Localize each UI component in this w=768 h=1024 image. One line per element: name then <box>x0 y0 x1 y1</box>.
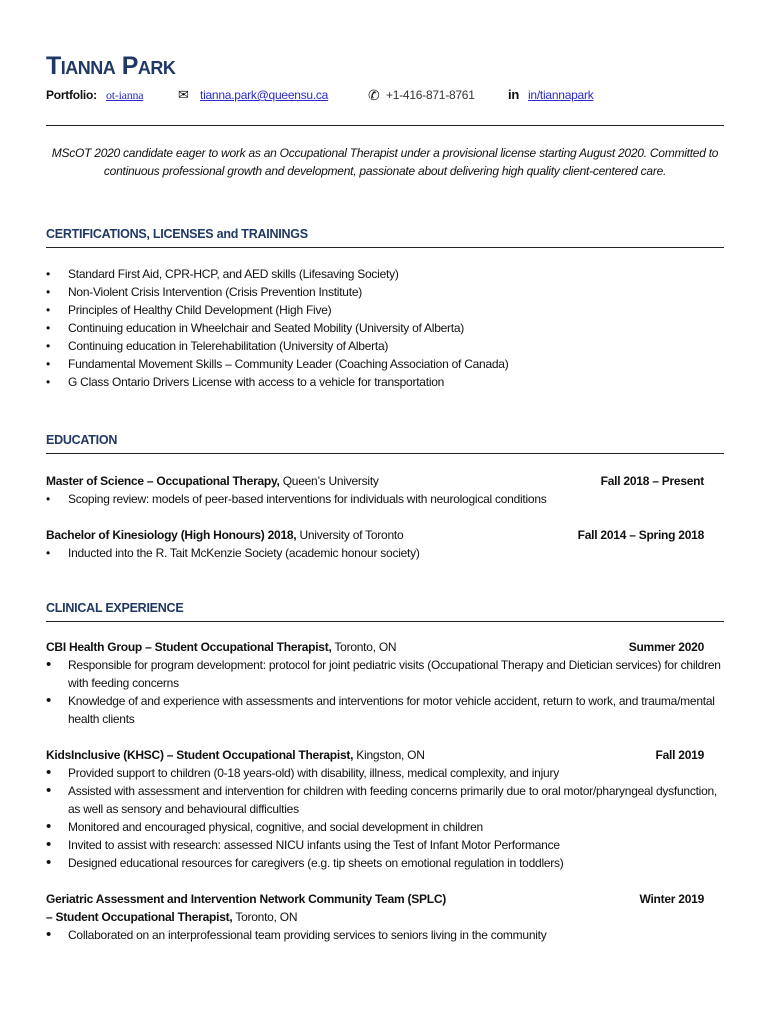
bullet-item <box>46 490 724 508</box>
bullet-icon: • <box>46 692 52 709</box>
bullet-icon: • <box>46 764 52 781</box>
summary: MScOT 2020 candidate eager to work as an Occupational Therapist under a provisional license starting August 2020. Committed to continuous professional growth and development, passionate about delivering high quality client-centered care. <box>51 146 719 178</box>
item-text: Standard First Aid, CPR-HCP, and AED skills (Lifesaving Society) <box>68 267 399 281</box>
bullet-text: Monitored and encouraged physical, cognitive, and social development in children <box>68 820 483 834</box>
bullet-text: Provided support to children (0-18 years-old) with disability, illness, medical complexity, and injury <box>68 766 559 780</box>
clinical-section <box>46 599 724 944</box>
bullet-icon: • <box>46 656 52 673</box>
entry-header <box>46 638 724 656</box>
entry-subheader <box>46 908 724 926</box>
experience-entry <box>46 746 724 872</box>
bullet-item <box>46 818 724 836</box>
bullet-text: Inducted into the R. Tait McKenzie Society (academic honour society) <box>68 546 420 560</box>
bullet-item <box>46 544 724 562</box>
section-divider <box>46 453 724 454</box>
bullet-item <box>46 782 724 818</box>
entry-bullets <box>46 544 724 562</box>
entry-bullets <box>46 764 724 872</box>
certification-item <box>46 355 724 373</box>
bullet-text: Responsible for program development: protocol for joint pediatric visits (Occupational Therapy and Dietician services) for children with feeding concerns <box>68 658 721 690</box>
bullet-icon: • <box>46 375 50 389</box>
bullet-item <box>46 764 724 782</box>
entry-title: Master of Science – Occupational Therapy, <box>46 474 280 488</box>
linkedin-link[interactable]: in/tiannapark <box>528 88 594 102</box>
bullet-icon: • <box>46 926 52 943</box>
section-heading: CERTIFICATIONS, LICENSES and TRAININGS <box>46 227 308 241</box>
entry-title: Bachelor of Kinesiology (High Honours) 2018, <box>46 528 297 542</box>
bullet-text: Collaborated on an interprofessional team providing services to seniors living in the community <box>68 928 547 942</box>
bullet-text: Invited to assist with research: assessed NICU infants using the Test of Infant Motor Performance <box>68 838 560 852</box>
bullet-item <box>46 692 724 728</box>
experience-entry <box>46 472 724 508</box>
certification-item <box>46 319 724 337</box>
bullet-item <box>46 656 724 692</box>
entry-header <box>46 890 724 908</box>
bullet-icon: • <box>46 357 50 371</box>
item-text: Continuing education in Wheelchair and Seated Mobility (University of Alberta) <box>68 321 465 335</box>
entry-location: Toronto, ON <box>331 640 397 654</box>
certification-item <box>46 301 724 319</box>
bullet-icon: • <box>46 303 50 317</box>
section-heading: EDUCATION <box>46 433 118 447</box>
linkedin-icon: in <box>508 87 520 102</box>
entry-date: Fall 2018 – Present <box>600 474 704 488</box>
entry-bullets <box>46 926 724 944</box>
email-link[interactable]: tianna.park@queensu.ca <box>200 88 329 102</box>
item-text: Fundamental Movement Skills – Community Leader (Coaching Association of Canada) <box>68 357 509 371</box>
section-heading: CLINICAL EXPERIENCE <box>46 601 184 615</box>
certification-item <box>46 337 724 355</box>
section-divider <box>46 247 724 248</box>
item-text: Continuing education in Telerehabilitation (University of Alberta) <box>68 339 389 353</box>
bullet-icon: • <box>46 321 50 335</box>
bullet-text: Knowledge of and experience with assessments and interventions for motor vehicle accident, return to work, and trauma/mental health clients <box>68 694 715 726</box>
section-divider <box>46 621 724 622</box>
bullet-icon: • <box>46 854 52 871</box>
bullet-text: Scoping review: models of peer-based interventions for individuals with neurological conditions <box>68 492 547 506</box>
bullet-item <box>46 836 724 854</box>
bullet-icon: • <box>46 492 50 506</box>
envelope-icon: ✉ <box>178 87 189 102</box>
experience-entry <box>46 638 724 728</box>
entry-bullets <box>46 656 724 728</box>
item-text: Principles of Healthy Child Development (High Five) <box>68 303 332 317</box>
bullet-item <box>46 854 724 872</box>
entry-title: CBI Health Group – Student Occupational Therapist, <box>46 640 332 654</box>
bullet-icon: • <box>46 339 50 353</box>
entry-location: Queen’s University <box>279 474 379 488</box>
certifications-section <box>46 225 724 391</box>
item-text: G Class Ontario Drivers License with access to a vehicle for transportation <box>68 375 445 389</box>
phone-icon: ✆ <box>368 87 380 103</box>
bullet-icon: • <box>46 818 52 835</box>
candidate-name: Tianna Park <box>46 52 176 80</box>
entry-location: Kingston, ON <box>353 748 425 762</box>
bullet-icon: • <box>46 285 50 299</box>
education-section <box>46 431 724 562</box>
item-text: Non-Violent Crisis Intervention (Crisis Prevention Institute) <box>68 285 362 299</box>
entry-date: Summer 2020 <box>628 640 704 654</box>
entry-date: Winter 2019 <box>639 892 704 906</box>
entry-bullets <box>46 490 724 508</box>
bullet-text: Designed educational resources for caregivers (e.g. tip sheets on emotional regulation in toddlers) <box>68 856 564 870</box>
entry-title: Geriatric Assessment and Intervention Network Community Team (SPLC) <box>46 892 447 906</box>
bullet-icon: • <box>46 546 50 560</box>
certification-item <box>46 283 724 301</box>
bullet-item <box>46 926 724 944</box>
phone-number: +1-416-871-8761 <box>386 88 475 102</box>
certifications-list <box>46 265 724 391</box>
entry-header <box>46 746 724 764</box>
entry-title: KidsInclusive (KHSC) – Student Occupational Therapist, <box>46 748 354 762</box>
entry-header <box>46 472 724 490</box>
entry-date: Fall 2014 – Spring 2018 <box>577 528 704 542</box>
entry-location: University of Toronto <box>296 528 404 542</box>
experience-entry <box>46 890 724 944</box>
header-divider <box>46 125 724 126</box>
contact-line <box>46 86 724 104</box>
portfolio-label: Portfolio: <box>46 88 97 102</box>
entry-header <box>46 526 724 544</box>
entry-role: – Student Occupational Therapist, <box>46 910 233 924</box>
bullet-icon: • <box>46 836 52 853</box>
certification-item <box>46 373 724 391</box>
entry-location: Toronto, ON <box>232 910 298 924</box>
experience-entry <box>46 526 724 562</box>
entry-date: Fall 2019 <box>655 748 704 762</box>
bullet-icon: • <box>46 267 50 281</box>
bullet-icon: • <box>46 782 52 799</box>
certification-item <box>46 265 724 283</box>
bullet-text: Assisted with assessment and intervention for children with feeding concerns primarily due to oral motor/pharyngeal dysfunction, as well as sensory and behavioural difficulties <box>68 784 718 816</box>
portfolio-link[interactable]: ot-ianna <box>106 88 144 102</box>
